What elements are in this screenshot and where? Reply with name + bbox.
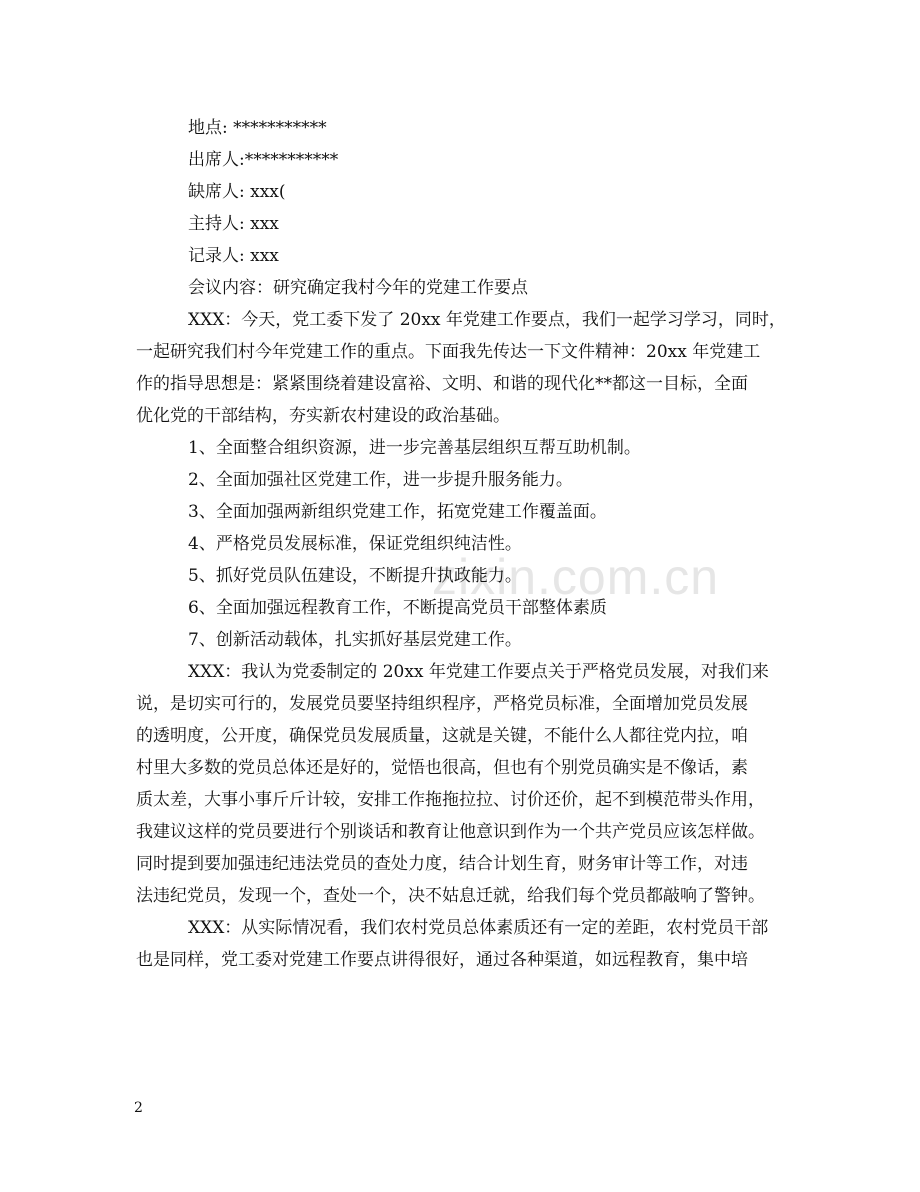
list-item: 4、严格党员发展标准，保证党组织纯洁性。 [188, 534, 522, 554]
paragraph-line: 的透明度，公开度，确保党员发展质量，这就是关键，不能什么人都往党内拉，咱 [136, 726, 748, 746]
list-item: 6、全面加强远程教育工作，不断提高党员干部整体素质 [188, 598, 607, 618]
list-item: 2、全面加强社区党建工作，进一步提升服务能力。 [188, 470, 573, 490]
paragraph-line: XXX：从实际情况看，我们农村党员总体素质还有一定的差距，农村党员干部 [188, 918, 769, 938]
paragraph-line: 作的指导思想是：紧紧围绕着建设富裕、文明、和谐的现代化**都这一目标，全面 [136, 374, 748, 394]
field-location: 地点: *********** [188, 118, 327, 138]
list-item: 1、全面整合组织资源，进一步完善基层组织互帮互助机制。 [188, 438, 641, 458]
list-item: 5、抓好党员队伍建设，不断提升执政能力。 [188, 566, 522, 586]
paragraph-3 [136, 912, 796, 976]
paragraph-line: 村里大多数的党员总体还是好的，觉悟也很高，但也有个别党员确实是不像话，素 [136, 758, 748, 778]
watermark: zixin.com.cn [432, 549, 720, 605]
paragraph-line: 法违纪党员，发现一个，查处一个，决不姑息迁就，给我们每个党员都敲响了警钟。 [136, 886, 765, 906]
paragraph-2 [136, 656, 796, 912]
paragraph-line: 质太差，大事小事斤斤计较，安排工作拖拖拉拉、讨价还价，起不到模范带头作用， [136, 790, 765, 810]
list-item: 7、创新活动载体，扎实抓好基层党建工作。 [188, 630, 522, 650]
header-fields [136, 112, 796, 304]
paragraph-line: 同时提到要加强违纪违法党员的查处力度，结合计划生育，财务审计等工作，对违 [136, 854, 748, 874]
paragraph-line: XXX：今天，党工委下发了 20xx 年党建工作要点，我们一起学习学习，同时， [188, 310, 786, 330]
page-number: 2 [134, 1100, 143, 1116]
paragraph-1 [136, 304, 796, 432]
field-meeting-content: 会议内容：研究确定我村今年的党建工作要点 [188, 278, 528, 298]
document-body [136, 112, 796, 976]
numbered-list [136, 432, 796, 656]
paragraph-line: 我建议这样的党员要进行个别谈话和教育让他意识到作为一个共产党员应该怎样做。 [136, 822, 765, 842]
field-absentees: 缺席人: xxx( [188, 182, 286, 202]
field-attendees: 出席人:*********** [188, 150, 339, 170]
paragraph-line: 说，是切实可行的，发展党员要坚持组织程序，严格党员标准，全面增加党员发展 [136, 694, 748, 714]
paragraph-line: 优化党的干部结构，夯实新农村建设的政治基础。 [136, 406, 510, 426]
field-host: 主持人: xxx [188, 214, 279, 234]
paragraph-line: XXX：我认为党委制定的 20xx 年党建工作要点关于严格党员发展，对我们来 [188, 662, 769, 682]
paragraph-line: 一起研究我们村今年党建工作的重点。下面我先传达一下文件精神：20xx 年党建工 [136, 342, 761, 362]
field-recorder: 记录人: xxx [188, 246, 279, 266]
list-item: 3、全面加强两新组织党建工作，拓宽党建工作覆盖面。 [188, 502, 607, 522]
paragraph-line: 也是同样，党工委对党建工作要点讲得很好，通过各种渠道，如远程教育，集中培 [136, 950, 748, 970]
